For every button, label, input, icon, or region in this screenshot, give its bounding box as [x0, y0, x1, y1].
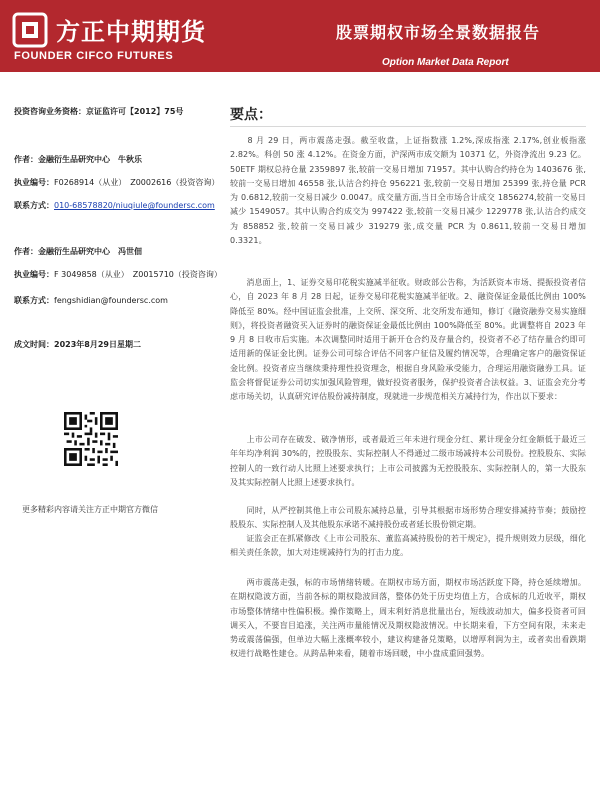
- paragraph-market-summary: 8 月 29 日，两市震荡走强。截至收盘，上证指数涨 1.2%,深成指涨 2.17%,创业板指涨 2.82%。科创 50 涨 4.12%。在资金方面，沪深两市成交额为 10371 亿，外资净流出 9.23 亿。50ETF 期权总持仓量 2359897 张,较前一交易日增加 71957。其中认购合约持仓为 1403676 张,较前一交易日增加 46558 张,认沽合约持仓 956221 张,较前一交易日增加 25399 张,持仓量 PCR 为 0.6812,较前一交易日减少 0.0047。成交量方面,当日全市场合计成交 1856274,较前一交易日减少 1549057。其中认购合约成交为 997422 张,较前一交易日减少 1229778 张,认沽合约成交为 858852 张,较前一交易日减少 319279 张,成交量 PCR 为 0.8611,较前一交易日增加 0.3321。: [230, 136, 586, 246]
- exec-number-2: 执业编号：F 3049858（从业） Z0015710（投资咨询）: [14, 270, 222, 279]
- report-header: [0, 0, 600, 72]
- license-line: 投资咨询业务资格：京证监许可【2012】75号: [14, 107, 184, 116]
- contact-1: 联系方式：010-68578820/niuqiule@foundersc.com: [14, 201, 215, 210]
- exec-number-1: 执业编号：F0268914（从业） Z0002616（投资咨询）: [14, 178, 220, 187]
- publish-date: 成文时间：2023年8月29日星期二: [14, 340, 141, 349]
- contact-2: 联系方式：fengshidian@foundersc.com: [14, 296, 168, 305]
- contact-1-email-link[interactable]: 010-68578820/niuqiule@foundersc.com: [54, 201, 215, 210]
- author-1: 作者：金融衍生品研究中心 牛秋乐: [14, 155, 142, 164]
- logo-english-name: FOUNDER CIFCO FUTURES: [14, 50, 174, 62]
- paragraph-reduction-rule: 上市公司存在破发、破净情形，或者最近三年未进行现金分红、累计现金分红金额低于最近三年年均净利润 30%的，控股股东、实际控制人不得通过二级市场减持本公司股份。控股股东、实际控制人的一致行动人比照上述要求执行；上市公司披露为无控股股东、实际控制人的，第一大股东及其实际控制人比照上述要求执行。: [230, 435, 586, 487]
- wechat-qr-code-icon: [64, 412, 118, 466]
- logo-chinese-name: 方正中期期货: [56, 18, 206, 46]
- paragraph-control: 同时，从严控制其他上市公司股东减持总量，引导其根据市场形势合理安排减持节奏；鼓励控股股东、实际控制人及其他股东承诺不减持股份或者延长股份锁定期。: [230, 506, 586, 530]
- report-title: 股票期权市场全景数据报告: [336, 23, 541, 42]
- paragraph-news: 消息面上，1、证券交易印花税实施减半征收。财政部公告称，为活跃资本市场、提振投资者信心，自 2023 年 8 月 28 日起，证券交易印花税实施减半征收。2、融资保证金最低比例由 100%降低至 80%。经中国证监会批准，上交所、深交所、北交所发布通知，修订《融资融券交易实施细则》，将投资者融资买入证券时的融资保证金最低比例由 100%降低至 80%。此调整将自 2023 年 9 月 8 日收市后实施。本次调整同时适用于新开仓合约及存量合约，投资者不必了结存量合约即可适用新的保证金比例。证券公司可综合评估不同客户征信及履约情况等，合理确定客户的融资保证金比例。投资者应当继续秉持理性投资理念，根据自身风险承受能力，合理运用融资融券工具。证监会将督促证券公司切实加强风险管理，做好投资者服务，保护投资者合法权益。3、证监会充分考虑市场关切，认真研究评估股份减持制度，现就进一步规范相关方减持行为，作出以下要求：: [230, 278, 586, 402]
- founder-logo-icon: [12, 12, 48, 48]
- section-title: 要点：: [230, 107, 272, 123]
- section-divider: [230, 126, 586, 127]
- report-subtitle: Option Market Data Report: [382, 57, 509, 68]
- paragraph-csrc: 证监会正在抓紧修改《上市公司股东、董监高减持股份的若干规定》，提升规则效力层级，细化相关责任条款，加大对违规减持行为的打击力度。: [230, 534, 586, 558]
- qr-caption: 更多精彩内容请关注方正中期官方微信: [22, 505, 158, 514]
- paragraph-strategy: 两市震荡走强，标的市场情绪转暖。在期权市场方面，期权市场活跃度下降，持仓延续增加。在期权隐波方面，当前各标的期权隐波回落，整体仍处于历史均值上方，合成标的几近收平，期权市场整体情绪中性偏积极。操作策略上，周末利好消息批量出台，短线波动加大，偏多投资者可回调买入，不要盲目追涨，关注两市量能情况及期权隐波情况。中长期来看，下方空间有限，未来走势或震荡偏强，但单边大幅上涨概率较小，建议构建备兑策略，以增厚利润为主，或者卖出看跌期权进行战略性建仓。从跨品种来看，随着市场回暖，中小盘成重回强势。: [230, 578, 586, 659]
- header-divider: [0, 72, 600, 78]
- author-2: 作者：金融衍生品研究中心 冯世佃: [14, 247, 142, 256]
- company-logo: [12, 10, 242, 66]
